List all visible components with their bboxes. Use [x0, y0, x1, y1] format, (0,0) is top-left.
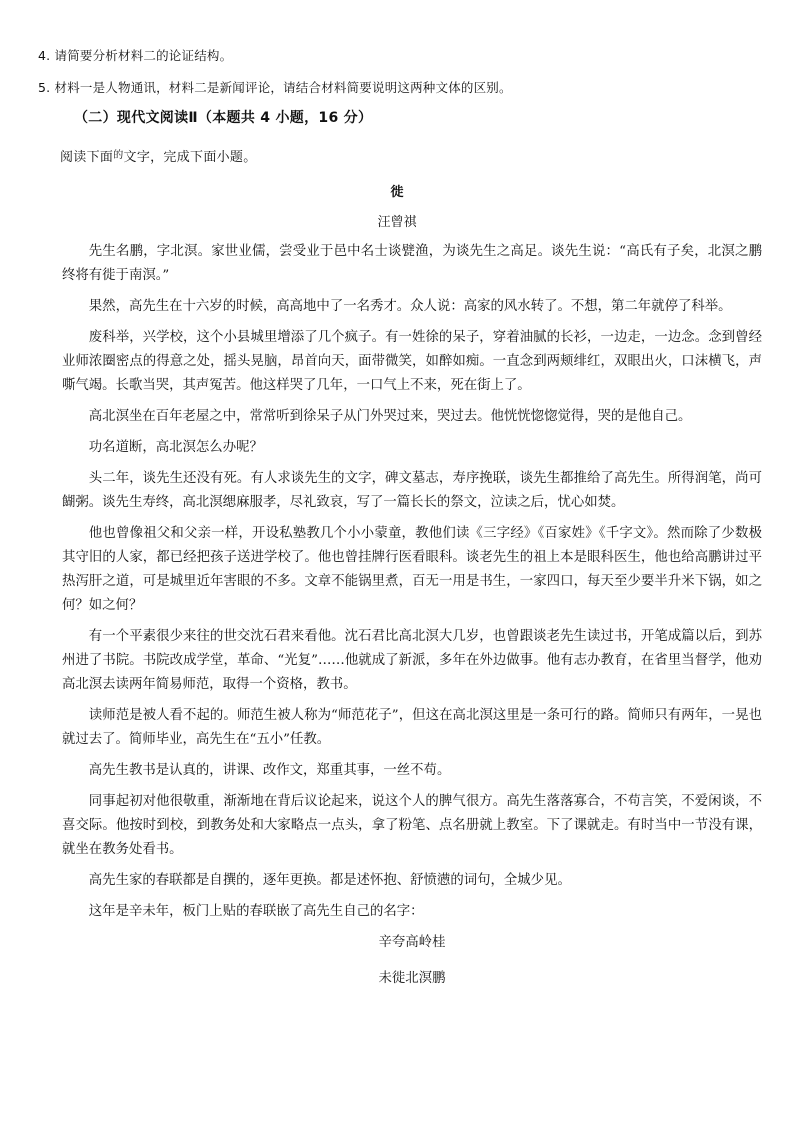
- story-paragraph: 功名道断，高北溟怎么办呢？: [88, 440, 263, 455]
- story-paragraph: 高北溟坐在百年老屋之中，常常听到徐呆子从门外哭过来，哭过去。他恍恍惚惚觉得，哭的是他自己。: [88, 409, 692, 424]
- couplet-line-1: 辛夸高岭桂: [378, 935, 446, 950]
- story-paragraph: 他也曾像祖父和父亲一样，开设私塾教几个小小蒙童，教他们读《三字经》《百家姓》《千字文》。然而除了少数极其守旧的人家，都已经把孩子送进学校了。他也曾挂牌行医看眼科。谈老先生的祖上本是眼科医生，他也给高鹏讲过平热泻肝之道，可是城里近年害眼的不多。文章不能锅里煮，百无一用是书生，一家四口，每天至少要半升米下锅，如之何？如之何？: [62, 526, 762, 613]
- question-4: 4. 请简要分析材料二的论证结构。: [38, 48, 233, 63]
- story-paragraph: 高先生教书是认真的，讲课、改作文，郑重其事，一丝不苟。: [88, 763, 451, 778]
- reading-instruction: [60, 146, 257, 165]
- instruction-superscript: 的: [113, 150, 124, 161]
- question-5: 5. 材料一是人物通讯，材料二是新闻评论，请结合材料简要说明这两种文体的区别。: [38, 80, 512, 95]
- story-body: [62, 240, 762, 1003]
- story-paragraph: 先生名鹏，字北溟。家世业儒，尝受业于邑中名士谈甓渔，为谈先生之高足。谈先生说：“高氏有子矣，北溟之鹏终将有徙于南溟。”: [62, 244, 762, 283]
- story-paragraph: 果然，高先生在十六岁的时候，高高地中了一名秀才。众人说：高家的风水转了。不想，第二年就停了科举。: [88, 299, 732, 314]
- instruction-part-1: 阅读下面: [60, 150, 114, 165]
- story-paragraph: 高先生家的春联都是自撰的，逐年更换。都是述怀抱、舒愤懑的词句，全城少见。: [88, 873, 571, 888]
- couplet-line-2: 未徙北溟鹏: [378, 971, 446, 986]
- story-paragraph: 读师范是被人看不起的。师范生被人称为“师范花子”，但这在高北溟这里是一条可行的路。简师只有两年，一晃也就过去了。简师毕业，高先生在“五小”任教。: [62, 708, 762, 747]
- instruction-part-2: 文字，完成下面小题。: [123, 150, 257, 165]
- story-paragraph: 有一个平素很少来往的世交沈石君来看他。沈石君比高北溟大几岁，也曾跟谈老先生读过书，开笔成篇以后，到苏州进了书院。书院改成学堂，革命、“光复”……他就成了新派，多年在外边做事。他有志办教育，在省里当督学，他劝高北溟去读两年简易师范，取得一个资格，教书。: [62, 629, 762, 692]
- story-paragraph: 同事起初对他很敬重，渐渐地在背后议论起来，说这个人的脾气很方。高先生落落寡合，不苟言笑，不爱闲谈，不喜交际。他按时到校，到教务处和大家略点一点头，拿了粉笔、点名册就上教室。下了课就走。有时当中一节没有课，就坐在教务处看书。: [62, 794, 762, 857]
- story-author: 汪曾祺: [377, 215, 417, 230]
- section-heading: （二）现代文阅读Ⅱ（本题共 4 小题，16 分）: [74, 110, 373, 126]
- story-title: 徙: [390, 185, 404, 200]
- story-paragraph: 头二年，谈先生还没有死。有人求谈先生的文字，碑文墓志，寿序挽联，谈先生都推给了高先生。所得润笔，尚可餬粥。谈先生寿终，高北溟缌麻服孝，尽礼致哀，写了一篇长长的祭文，泣读之后，忧心如焚。: [62, 471, 762, 510]
- story-paragraph: 废科举，兴学校，这个小县城里增添了几个疯子。有一姓徐的呆子，穿着油腻的长衫，一边走，一边念。念到曾经业师浓圈密点的得意之处，摇头晃脑，昂首向天，面带微笑，如醉如痴。一直念到两颊绯红，双眼出火，口沫横飞，声嘶气竭。长歌当哭，其声冤苦。他这样哭了几年，一口气上不来，死在街上了。: [62, 330, 762, 393]
- story-paragraph: 这年是辛未年，板门上贴的春联嵌了高先生自己的名字：: [88, 904, 424, 919]
